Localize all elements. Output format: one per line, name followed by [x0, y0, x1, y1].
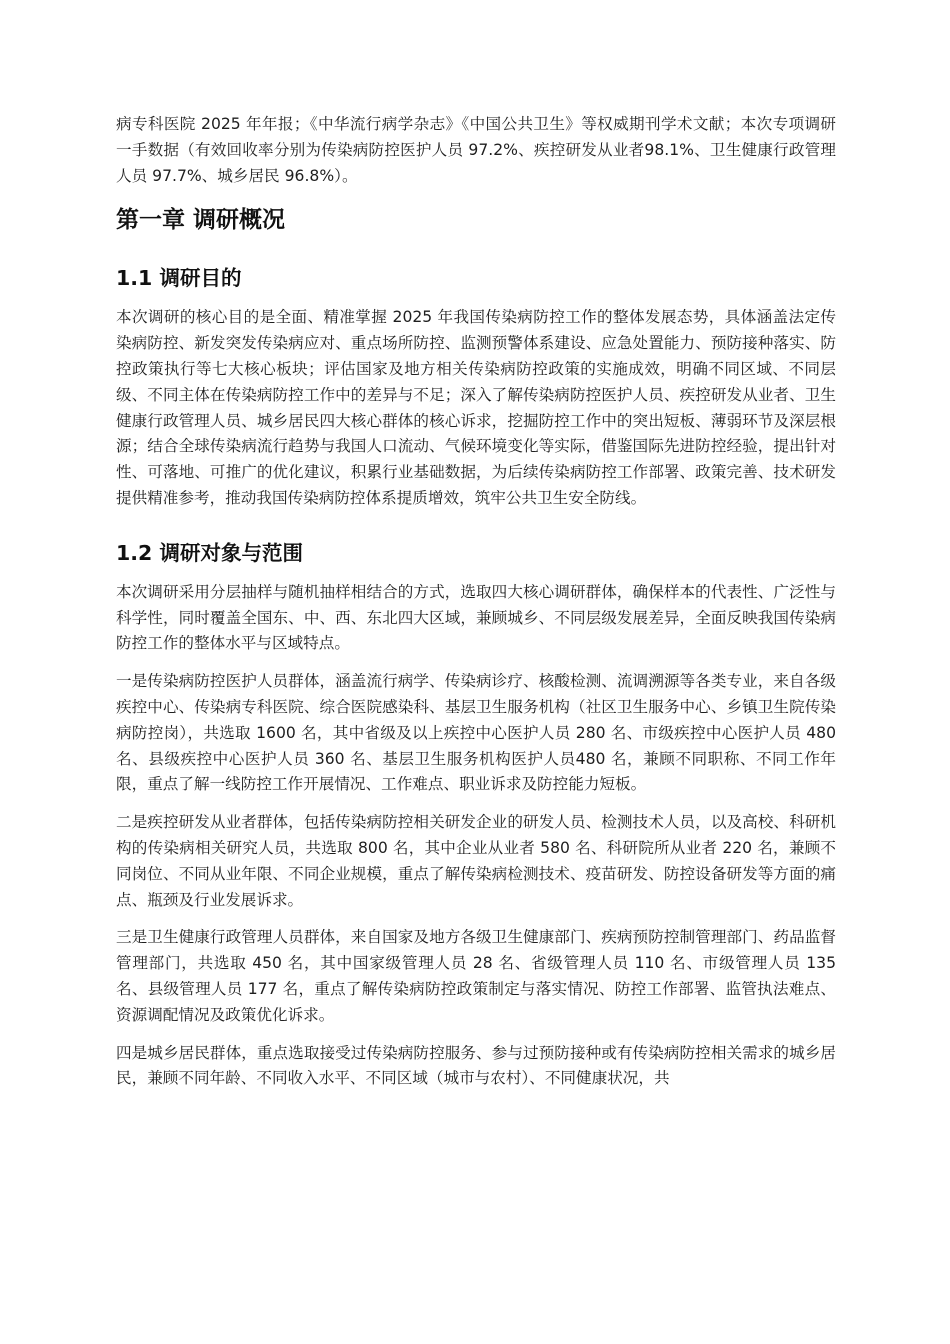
admin-staff-group-paragraph: 三是卫生健康行政管理人员群体，来自国家及地方各级卫生健康部门、疾病预防控制管理部门、药品监督管理部门，共选取 450 名，其中国家级管理人员 28 名、省级管理人员 110 名、市级管理人员 135 名、县级管理人员 177 名，重点了解传染病防控政策制定与落实情况、防控工作部署、监管执法难点、资源调配情况及政策优化诉求。: [116, 928, 836, 1024]
residents-group-paragraph: 四是城乡居民群体，重点选取接受过传染病防控服务、参与过预防接种或有传染病防控相关需求的城乡居民，兼顾不同年龄、不同收入水平、不同区域（城市与农村）、不同健康状况，共: [116, 1043, 836, 1088]
rd-practitioners-group-paragraph: 二是疾控研发从业者群体，包括传染病防控相关研发企业的研发人员、检测技术人员，以及高校、科研机构的传染病相关研究人员，共选取 800 名，其中企业从业者 580 名、科研院所从业者 220 名，兼顾不同岗位、不同从业年限、不同企业规模，重点了解传染病检测技术、疫苗研发、防控设备研发等方面的痛点、瓶颈及行业发展诉求。: [116, 813, 836, 909]
chapter-title: 第一章 调研概况: [116, 207, 286, 234]
document-page: [116, 112, 836, 1104]
medical-staff-group-paragraph: 一是传染病防控医护人员群体，涵盖流行病学、传染病诊疗、核酸检测、流调溯源等各类专业，来自各级疾控中心、传染病专科医院、综合医院感染科、基层卫生服务机构（社区卫生服务中心、乡镇卫生院传染病防控岗），共选取 1600 名，其中省级及以上疾控中心医护人员 280 名、市级疾控中心医护人员 480 名、县级疾控中心医护人员 360 名、基层卫生服务机构医护人员480 名，兼顾不同职称、不同工作年限，重点了解一线防控工作开展情况、工作难点、职业诉求及防控能力短板。: [116, 672, 836, 794]
section-1-1-paragraph: 本次调研的核心目的是全面、精准掌握 2025 年我国传染病防控工作的整体发展态势，具体涵盖法定传染病防控、新发突发传染病应对、重点场所防控、监测预警体系建设、应急处置能力、预防接种落实、防控政策执行等七大核心板块；评估国家及地方相关传染病防控政策的实施成效，明确不同区域、不同层级、不同主体在传染病防控工作中的差异与不足；深入了解传染病防控医护人员、疾控研发从业者、卫生健康行政管理人员、城乡居民四大核心群体的核心诉求，挖掘防控工作中的突出短板、薄弱环节及深层根源；结合全球传染病流行趋势与我国人口流动、气候环境变化等实际，借鉴国际先进防控经验，提出针对性、可落地、可推广的优化建议，积累行业基础数据，为后续传染病防控工作部署、政策完善、技术研发提供精准参考，推动我国传染病防控体系提质增效，筑牢公共卫生安全防线。: [116, 308, 836, 507]
intro-sources-paragraph: 病专科医院 2025 年年报；《中华流行病学杂志》《中国公共卫生》等权威期刊学术文献；本次专项调研一手数据（有效回收率分别为传染病防控医护人员 97.2%、疾控研发从业者98.1%、卫生健康行政管理人员 97.7%、城乡居民 96.8%）。: [116, 115, 836, 185]
section-1-2-title: 1.2 调研对象与范围: [116, 540, 303, 565]
section-1-1-title: 1.1 调研目的: [116, 266, 242, 291]
sampling-method-paragraph: 本次调研采用分层抽样与随机抽样相结合的方式，选取四大核心调研群体，确保样本的代表性、广泛性与科学性，同时覆盖全国东、中、西、东北四大区域，兼顾城乡、不同层级发展差异，全面反映我国传染病防控工作的整体水平与区域特点。: [116, 582, 836, 653]
